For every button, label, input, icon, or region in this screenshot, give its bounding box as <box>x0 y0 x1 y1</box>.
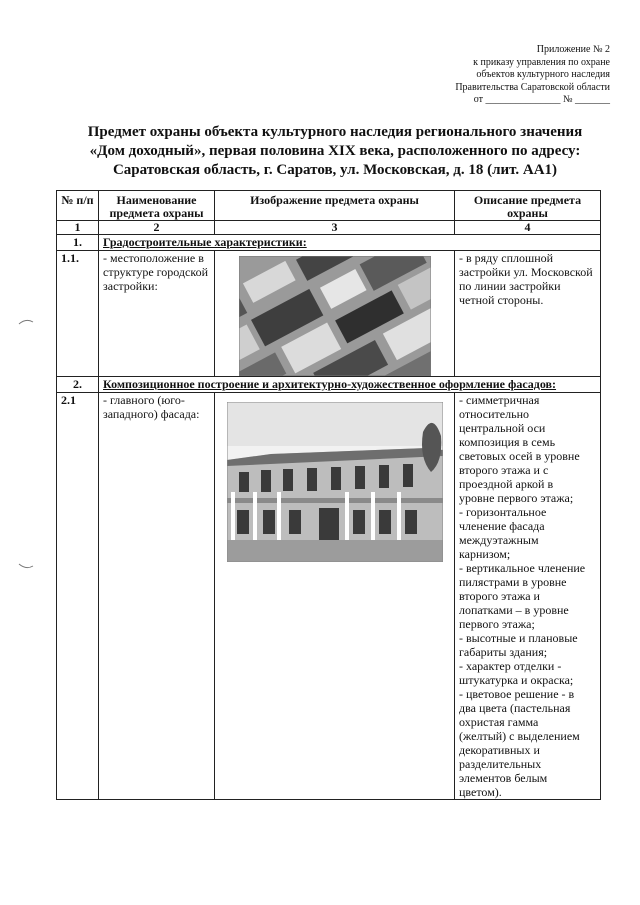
header-number: № п/п <box>57 191 99 221</box>
header-image: Изображение предмета охраны <box>215 191 455 221</box>
column-number: 2 <box>99 221 215 235</box>
table-row <box>57 393 601 800</box>
document-title <box>40 123 630 180</box>
description-line: членение фасада <box>459 519 545 533</box>
title-line-1: Предмет охраны объекта культурного наследия регионального значения <box>87 124 583 140</box>
item-name: - главного (юго-западного) фасада: <box>99 393 215 800</box>
table-row <box>57 251 601 377</box>
description-line: штукатурка и окраска; <box>459 673 574 687</box>
item-description: - в ряду сплошной застройки ул. Московской по линии застройки четной стороны. <box>455 251 601 377</box>
approval-line-5: от _______________ № _______ <box>473 94 610 105</box>
approval-line-3: объектов культурного наследия <box>476 69 610 80</box>
approval-line-1: Приложение № 2 <box>536 44 610 55</box>
description-line: центральной оси <box>459 421 546 435</box>
section-row <box>57 235 601 251</box>
column-number: 3 <box>215 221 455 235</box>
section-title: Композиционное построение и архитектурно-художественное оформление фасадов: <box>99 377 601 393</box>
description-line: световых осей в уровне <box>459 449 580 463</box>
description-line: относительно <box>459 407 530 421</box>
item-description <box>455 393 601 800</box>
item-image-cell <box>215 393 455 800</box>
description-line: - симметричная <box>459 393 540 407</box>
description-line: карнизом; <box>459 547 511 561</box>
description-line: уровне первого этажа; <box>459 491 574 505</box>
title-line-3: Саратовская область, г. Саратов, ул. Московская, д. 18 (лит. АА1) <box>112 162 558 178</box>
description-line: цветом). <box>459 785 502 799</box>
aerial-photo <box>239 256 431 376</box>
description-line: декоративных и <box>459 743 540 757</box>
section-number: 1. <box>57 235 99 251</box>
item-number: 2.1 <box>57 393 99 800</box>
approval-line-2: к приказу управления по охране <box>473 56 610 68</box>
section-number: 2. <box>57 377 99 393</box>
approval-line-4: Правительства Саратовской области <box>455 81 610 93</box>
section-title: Градостроительные характеристики: <box>99 235 601 251</box>
description-line: - цветовое решение - в <box>459 687 575 701</box>
header-description: Описание предмета охраны <box>455 191 601 221</box>
description-line: композиция в семь <box>459 435 556 449</box>
description-line: элементов белым <box>459 771 548 785</box>
column-number-row <box>57 221 601 235</box>
description-line: - вертикальное членение <box>459 561 586 575</box>
column-number: 1 <box>57 221 99 235</box>
title-line-2: «Дом доходный», первая половина XIX века, расположенного по адресу: <box>89 143 581 159</box>
description-line: междуэтажным <box>459 533 539 547</box>
protection-table <box>56 190 601 800</box>
description-line: - характер отделки - <box>459 659 562 673</box>
table-header-row <box>57 191 601 221</box>
item-name: - местоположение в структуре городской застройки: <box>99 251 215 377</box>
description-line: охристая гамма <box>459 715 539 729</box>
description-line: габариты здания; <box>459 645 548 659</box>
description-line: разделительных <box>459 757 542 771</box>
approval-block <box>420 44 610 107</box>
facade-photo <box>227 402 443 562</box>
margin-mark <box>18 318 34 326</box>
description-line: - горизонтальное <box>459 505 547 519</box>
item-number: 1.1. <box>57 251 99 377</box>
description-line: - высотные и плановые <box>459 631 578 645</box>
description-line: лопатками – в уровне <box>459 603 569 617</box>
description-line: два цвета (пастельная <box>459 701 571 715</box>
description-line: (желтый) с выделением <box>459 729 580 743</box>
column-number: 4 <box>455 221 601 235</box>
item-image-cell <box>215 251 455 377</box>
header-name: Наименование предмета охраны <box>99 191 215 221</box>
description-line: второго этажа и с <box>459 463 549 477</box>
description-line: второго этажа и <box>459 589 540 603</box>
description-line: первого этажа; <box>459 617 535 631</box>
margin-mark <box>18 562 34 570</box>
description-line: пилястрами в уровне <box>459 575 567 589</box>
description-line: проездной аркой в <box>459 477 554 491</box>
section-row <box>57 377 601 393</box>
